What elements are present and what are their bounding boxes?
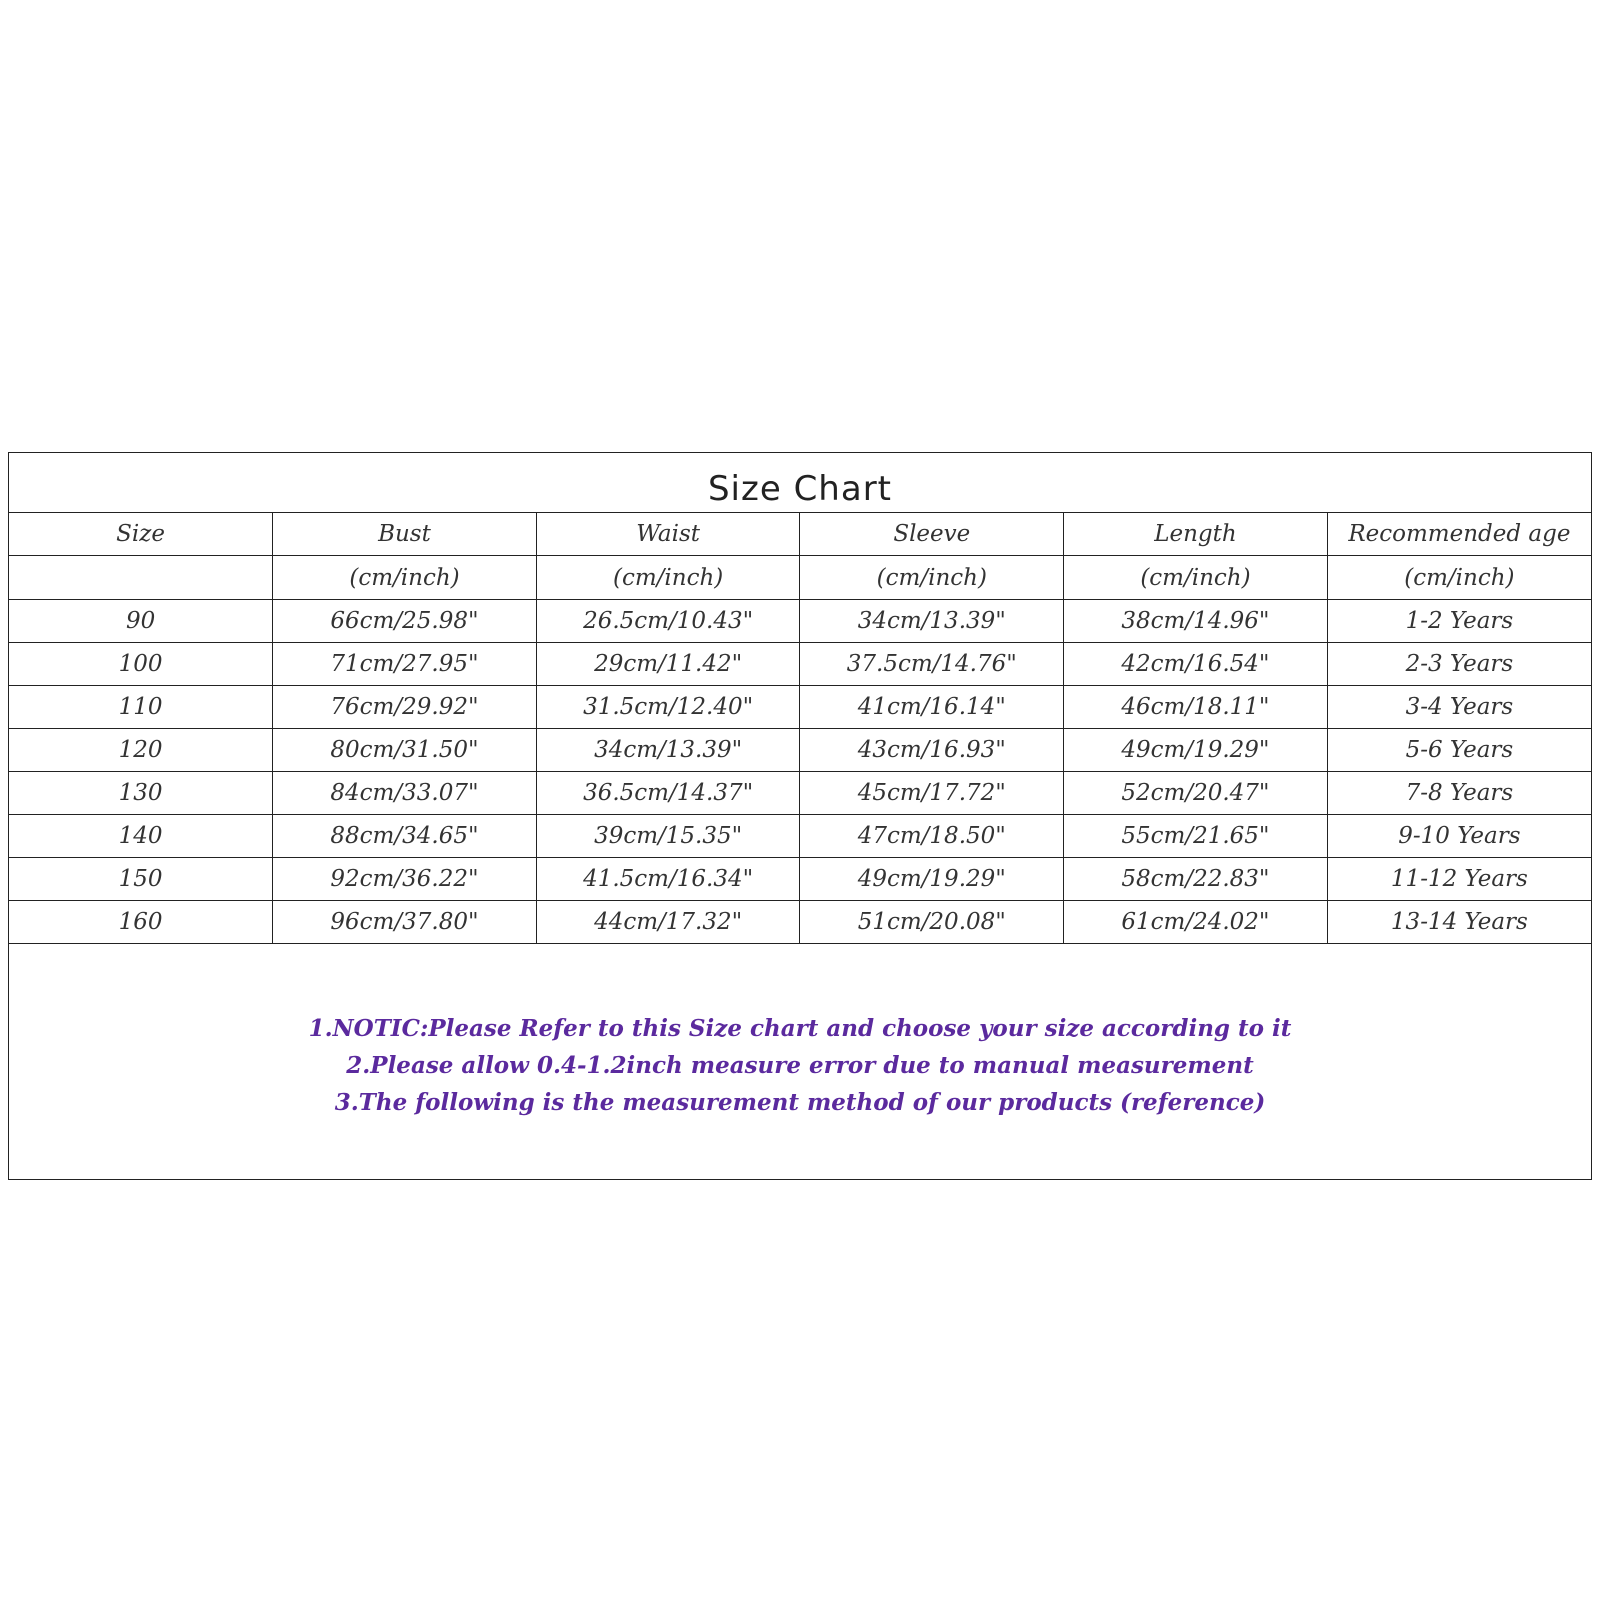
chart-title: Size Chart <box>9 453 1591 513</box>
table-cell: 31.5cm/12.40" <box>536 686 800 729</box>
column-header: Sleeve <box>800 513 1064 556</box>
size-chart <box>8 452 1592 1180</box>
table-cell: 29cm/11.42" <box>536 643 800 686</box>
table-cell: 44cm/17.32" <box>536 901 800 944</box>
table-cell: 58cm/22.83" <box>1064 858 1328 901</box>
column-header: Waist <box>536 513 800 556</box>
table-row <box>9 686 1591 729</box>
table-cell: 84cm/33.07" <box>273 772 537 815</box>
table-cell: 160 <box>9 901 273 944</box>
table-cell: 51cm/20.08" <box>800 901 1064 944</box>
table-cell: 43cm/16.93" <box>800 729 1064 772</box>
table-cell: 150 <box>9 858 273 901</box>
table-cell: 34cm/13.39" <box>536 729 800 772</box>
table-cell: 46cm/18.11" <box>1064 686 1328 729</box>
unit-cell <box>9 556 273 600</box>
table-row <box>9 772 1591 815</box>
unit-cell: (cm/inch) <box>1327 556 1591 600</box>
table-row <box>9 901 1591 944</box>
table-cell: 90 <box>9 600 273 643</box>
column-header: Bust <box>273 513 537 556</box>
table-cell: 37.5cm/14.76" <box>800 643 1064 686</box>
notes-section <box>9 944 1591 1121</box>
table-cell: 3-4 Years <box>1327 686 1591 729</box>
column-header: Recommended age <box>1327 513 1591 556</box>
table-cell: 9-10 Years <box>1327 815 1591 858</box>
table-cell: 11-12 Years <box>1327 858 1591 901</box>
unit-cell: (cm/inch) <box>273 556 537 600</box>
table-cell: 2-3 Years <box>1327 643 1591 686</box>
table-cell: 52cm/20.47" <box>1064 772 1328 815</box>
table-cell: 110 <box>9 686 273 729</box>
header-row <box>9 513 1591 556</box>
table-cell: 140 <box>9 815 273 858</box>
table-cell: 80cm/31.50" <box>273 729 537 772</box>
table-cell: 92cm/36.22" <box>273 858 537 901</box>
unit-cell: (cm/inch) <box>1064 556 1328 600</box>
table-cell: 66cm/25.98" <box>273 600 537 643</box>
table-row <box>9 858 1591 901</box>
table-cell: 26.5cm/10.43" <box>536 600 800 643</box>
size-table <box>9 513 1591 944</box>
table-row <box>9 643 1591 686</box>
table-cell: 36.5cm/14.37" <box>536 772 800 815</box>
unit-cell: (cm/inch) <box>800 556 1064 600</box>
column-header: Size <box>9 513 273 556</box>
note-line: 1.NOTIC:Please Refer to this Size chart and choose your size according to it <box>308 1015 1292 1042</box>
table-cell: 7-8 Years <box>1327 772 1591 815</box>
table-cell: 41cm/16.14" <box>800 686 1064 729</box>
table-cell: 38cm/14.96" <box>1064 600 1328 643</box>
table-cell: 49cm/19.29" <box>800 858 1064 901</box>
table-cell: 42cm/16.54" <box>1064 643 1328 686</box>
table-cell: 96cm/37.80" <box>273 901 537 944</box>
table-cell: 34cm/13.39" <box>800 600 1064 643</box>
table-cell: 1-2 Years <box>1327 600 1591 643</box>
note-line: 2.Please allow 0.4-1.2inch measure error due to manual measurement <box>346 1052 1254 1079</box>
table-cell: 39cm/15.35" <box>536 815 800 858</box>
table-cell: 76cm/29.92" <box>273 686 537 729</box>
table-cell: 13-14 Years <box>1327 901 1591 944</box>
table-cell: 41.5cm/16.34" <box>536 858 800 901</box>
table-cell: 100 <box>9 643 273 686</box>
table-cell: 45cm/17.72" <box>800 772 1064 815</box>
table-cell: 61cm/24.02" <box>1064 901 1328 944</box>
table-cell: 5-6 Years <box>1327 729 1591 772</box>
table-row <box>9 600 1591 643</box>
table-cell: 47cm/18.50" <box>800 815 1064 858</box>
table-cell: 130 <box>9 772 273 815</box>
table-cell: 55cm/21.65" <box>1064 815 1328 858</box>
table-cell: 49cm/19.29" <box>1064 729 1328 772</box>
table-row <box>9 729 1591 772</box>
table-cell: 120 <box>9 729 273 772</box>
note-line: 3.The following is the measurement method of our products (reference) <box>334 1089 1266 1116</box>
table-cell: 71cm/27.95" <box>273 643 537 686</box>
unit-row <box>9 556 1591 600</box>
column-header: Length <box>1064 513 1328 556</box>
unit-cell: (cm/inch) <box>536 556 800 600</box>
table-row <box>9 815 1591 858</box>
table-cell: 88cm/34.65" <box>273 815 537 858</box>
